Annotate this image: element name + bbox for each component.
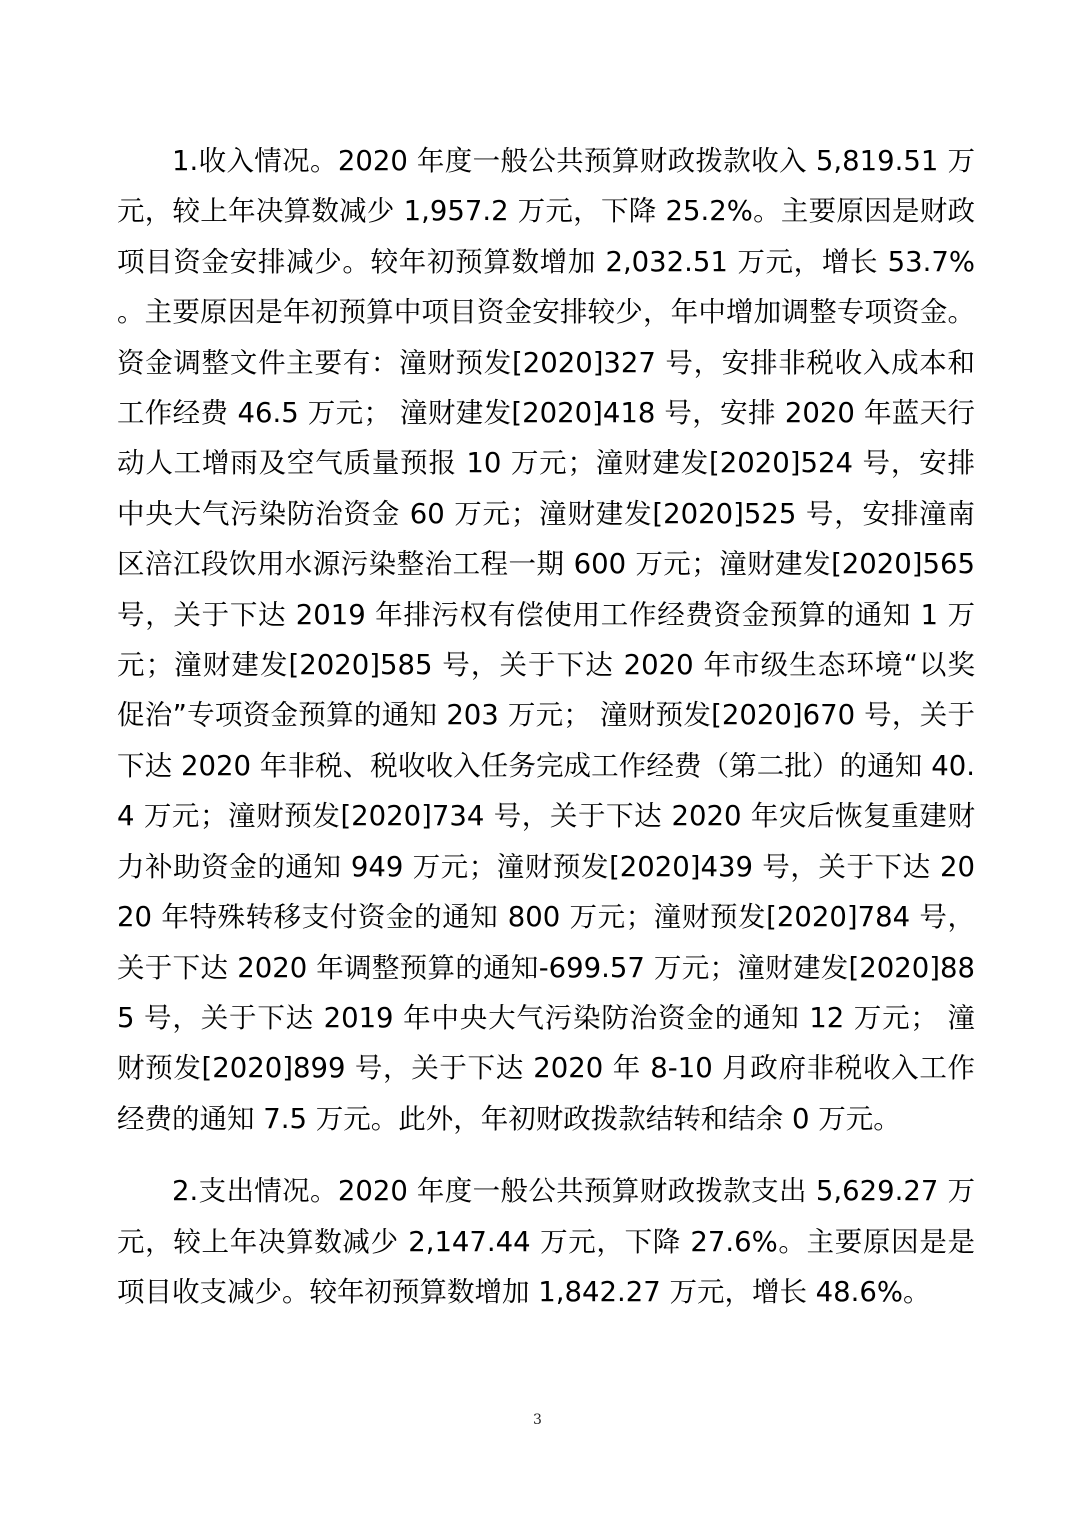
- paragraph-income: 1.收入情况。2020 年度一般公共预算财政拨款收入 5,819.51 万元，较上年决算数减少 1,957.2 万元，下降 25.2%。主要原因是财政项目资金安排减少。较年初预算数增加 2,032.51 万元，增长 53.7%。主要原因是年初预算中项目资金安排较少，年中增加调整专项资金。资金调整文件主要有：潼财预发[2020]327 号，安排非税收入成本和工作经费 46.5 万元； 潼财建发[2020]418 号，安排 2020 年蓝天行动人工增雨及空气质量预报 10 万元；潼财建发[2020]524 号，安排中央大气污染防治资金 60 万元；潼财建发[2020]525 号，安排潼南区涪江段饮用水源污染整治工程一期 600 万元；潼财建发[2020]565 号，关于下达 2019 年排污权有偿使用工作经费资金预算的通知 1 万元；潼财建发[2020]585 号，关于下达 2020 年市级生态环境“以奖促治”专项资金预算的通知 203 万元； 潼财预发[2020]670 号，关于下达 2020 年非税、税收收入任务完成工作经费（第二批）的通知 40.4 万元；潼财预发[2020]734 号，关于下达 2020 年灾后恢复重建财力补助资金的通知 949 万元；潼财预发[2020]439 号，关于下达 2020 年特殊转移支付资金的通知 800 万元；潼财预发[2020]784 号，关于下达 2020 年调整预算的通知-699.57 万元；潼财建发[2020]885 号，关于下达 2019 年中央大气污染防治资金的通知 12 万元； 潼财预发[2020]899 号，关于下达 2020 年 8-10 月政府非税收入工作经费的通知 7.5 万元。此外，年初财政拨款结转和结余 0 万元。: [117, 145, 975, 1135]
- document-body: [117, 136, 975, 1317]
- paragraph-expenditure: 2.支出情况。2020 年度一般公共预算财政拨款支出 5,629.27 万元，较上年决算数减少 2,147.44 万元，下降 27.6%。主要原因是是项目收支减少。较年初预算数增加 1,842.27 万元，增长 48.6%。: [117, 1175, 975, 1308]
- page-number: 3: [533, 1412, 542, 1428]
